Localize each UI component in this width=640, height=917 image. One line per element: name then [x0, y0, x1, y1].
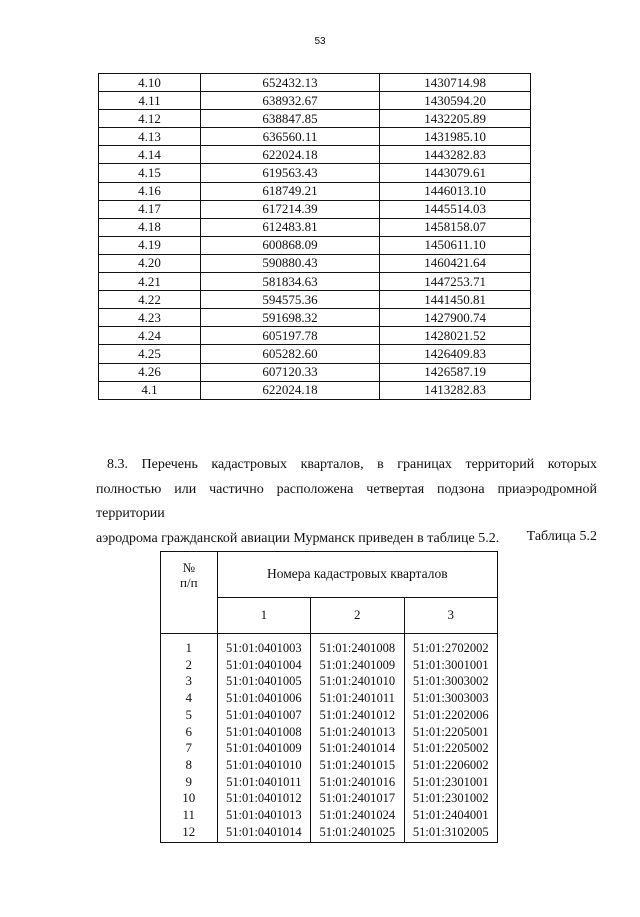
point-number-cell: 4.21	[99, 273, 201, 291]
cadastral-quarter-number: 51:01:2401015	[319, 757, 396, 772]
cadastral-quarter-number: 51:01:3001001	[412, 657, 489, 672]
x-coordinate-cell: 581834.63	[200, 273, 379, 291]
cadastral-quarter-number: 51:01:2401017	[319, 791, 396, 806]
table-row	[99, 273, 531, 291]
cadastral-quarter-number: 51:01:2401009	[319, 657, 396, 672]
row-number: 11	[182, 807, 196, 823]
cadastral-quarter-number: 51:01:2401016	[319, 774, 396, 789]
x-coordinate-cell: 619563.43	[200, 164, 379, 182]
table-row	[99, 74, 531, 92]
x-coordinate-cell: 605197.78	[200, 327, 379, 345]
x-coordinate-cell: 622024.18	[200, 146, 379, 164]
cadastral-quarter-number: 51:01:2401025	[319, 824, 396, 839]
table-row	[99, 128, 531, 146]
point-number-cell: 4.14	[99, 146, 201, 164]
x-coordinate-cell: 607120.33	[200, 363, 379, 381]
cadastral-quarter-number: 51:01:0401013	[225, 808, 302, 823]
cadastral-quarter-number: 51:01:0401008	[225, 724, 302, 739]
point-number-cell: 4.18	[99, 218, 201, 236]
y-coordinate-cell: 1426587.19	[380, 363, 531, 381]
point-number-cell: 4.12	[99, 110, 201, 128]
cadastral-quarter-number: 51:01:3003003	[412, 691, 489, 706]
point-number-cell: 4.20	[99, 254, 201, 272]
y-coordinate-cell: 1443282.83	[380, 146, 531, 164]
row-numbers-cell	[161, 634, 218, 843]
cadastral-quarters-table	[160, 551, 498, 843]
row-number: 8	[185, 756, 193, 772]
x-coordinate-cell: 617214.39	[200, 200, 379, 218]
row-number: 4	[185, 690, 193, 706]
y-coordinate-cell: 1441450.81	[380, 291, 531, 309]
y-coordinate-cell: 1450611.10	[380, 236, 531, 254]
table-row	[99, 327, 531, 345]
x-coordinate-cell: 638932.67	[200, 92, 379, 110]
point-number-cell: 4.11	[99, 92, 201, 110]
paragraph-8-3	[96, 453, 597, 551]
y-coordinate-cell: 1426409.83	[380, 345, 531, 363]
table-row	[99, 254, 531, 272]
x-coordinate-cell: 594575.36	[200, 291, 379, 309]
page-number: 53	[314, 36, 326, 47]
table-row	[99, 291, 531, 309]
coordinates-table-body	[99, 74, 531, 400]
row-number: 12	[182, 823, 196, 839]
table-row	[99, 182, 531, 200]
y-coordinate-cell: 1427900.74	[380, 309, 531, 327]
subheader-col-3: 3	[404, 597, 497, 633]
point-number-cell: 4.15	[99, 164, 201, 182]
y-coordinate-cell: 1445514.03	[380, 200, 531, 218]
point-number-cell: 4.22	[99, 291, 201, 309]
cadastral-quarter-number: 51:01:2301001	[412, 774, 489, 789]
header-number-abbr: п/п	[180, 575, 198, 590]
subheader-col-2: 2	[311, 597, 404, 633]
cadastral-quarter-number: 51:01:2401014	[319, 741, 396, 756]
y-coordinate-cell: 1458158.07	[380, 218, 531, 236]
row-number: 7	[185, 740, 193, 756]
y-coordinate-cell: 1413282.83	[380, 381, 531, 399]
x-coordinate-cell: 612483.81	[200, 218, 379, 236]
table-row	[99, 146, 531, 164]
cadastral-quarter-number: 51:01:0401012	[225, 791, 302, 806]
point-number-cell: 4.10	[99, 74, 201, 92]
point-number-cell: 4.17	[99, 200, 201, 218]
cadastral-quarter-number: 51:01:0401014	[225, 824, 302, 839]
cadastral-quarter-number: 51:01:2702002	[412, 641, 489, 655]
quarters-col-2-cell	[311, 634, 404, 843]
x-coordinate-cell: 636560.11	[200, 128, 379, 146]
coordinates-table	[98, 73, 531, 400]
paragraph-line: аэродрома гражданской авиации Мурманск приведен в таблице 5.2.	[96, 530, 500, 546]
x-coordinate-cell: 618749.21	[200, 182, 379, 200]
x-coordinate-cell: 652432.13	[200, 74, 379, 92]
point-number-cell: 4.26	[99, 363, 201, 381]
cadastral-quarter-number: 51:01:2401008	[319, 641, 396, 655]
table-row	[99, 381, 531, 399]
header-number-symbol: №	[182, 560, 195, 575]
cadastral-quarter-number: 51:01:3003002	[412, 674, 489, 689]
point-number-cell: 4.13	[99, 128, 201, 146]
x-coordinate-cell: 590880.43	[200, 254, 379, 272]
table-row	[99, 200, 531, 218]
table-row	[99, 110, 531, 128]
cadastral-quarter-number: 51:01:0401007	[225, 707, 302, 722]
table-row	[99, 363, 531, 381]
table-row	[99, 236, 531, 254]
cadastral-quarter-number: 51:01:0401011	[226, 774, 302, 789]
point-number-cell: 4.19	[99, 236, 201, 254]
cadastral-quarter-number: 51:01:2404001	[412, 808, 489, 823]
cadastral-quarter-number: 51:01:0401004	[225, 657, 302, 672]
y-coordinate-cell: 1460421.64	[380, 254, 531, 272]
cadastral-quarter-number: 51:01:0401006	[225, 691, 302, 706]
cadastral-quarter-number: 51:01:2401012	[319, 707, 396, 722]
y-coordinate-cell: 1432205.89	[380, 110, 531, 128]
row-number: 3	[185, 673, 193, 689]
x-coordinate-cell: 600868.09	[200, 236, 379, 254]
y-coordinate-cell: 1428021.52	[380, 327, 531, 345]
y-coordinate-cell: 1430714.98	[380, 74, 531, 92]
paragraph-line: полностью или частично расположена четвертая подзона приаэродромной территории	[96, 481, 597, 521]
cadastral-quarter-number: 51:01:2401011	[319, 691, 395, 706]
point-number-cell: 4.23	[99, 309, 201, 327]
table-row	[99, 345, 531, 363]
cadastral-quarter-number: 51:01:0401010	[225, 757, 302, 772]
y-coordinate-cell: 1447253.71	[380, 273, 531, 291]
cadastral-quarter-number: 51:01:0401005	[225, 674, 302, 689]
cadastral-quarter-number: 51:01:2205002	[412, 741, 489, 756]
table-row	[99, 164, 531, 182]
point-number-cell: 4.24	[99, 327, 201, 345]
cadastral-quarter-number: 51:01:2401013	[319, 724, 396, 739]
cadastral-quarter-number: 51:01:2301002	[412, 791, 489, 806]
x-coordinate-cell: 622024.18	[200, 381, 379, 399]
table-row	[99, 218, 531, 236]
quarters-col-3-cell	[404, 634, 497, 843]
row-number: 2	[185, 656, 193, 672]
row-number: 6	[185, 723, 193, 739]
subheader-col-1: 1	[217, 597, 310, 633]
y-coordinate-cell: 1431985.10	[380, 128, 531, 146]
table-row	[161, 634, 498, 843]
cadastral-quarter-number: 51:01:2401010	[319, 674, 396, 689]
cadastral-quarter-number: 51:01:2205001	[412, 724, 489, 739]
x-coordinate-cell: 605282.60	[200, 345, 379, 363]
paragraph-line: 8.3. Перечень кадастровых кварталов, в границах территорий которых	[107, 457, 597, 472]
cadastral-quarter-number: 51:01:0401009	[225, 741, 302, 756]
header-number	[161, 552, 218, 634]
y-coordinate-cell: 1430594.20	[380, 92, 531, 110]
row-number: 5	[185, 706, 193, 722]
row-number: 10	[182, 790, 196, 806]
y-coordinate-cell: 1446013.10	[380, 182, 531, 200]
table-row	[99, 309, 531, 327]
header-quarter-numbers: Номера кадастровых кварталов	[217, 552, 497, 598]
point-number-cell: 4.25	[99, 345, 201, 363]
table-caption: Таблица 5.2	[526, 529, 597, 544]
row-number: 1	[185, 640, 193, 655]
y-coordinate-cell: 1443079.61	[380, 164, 531, 182]
cadastral-quarter-number: 51:01:2206002	[412, 757, 489, 772]
cadastral-quarter-number: 51:01:3102005	[412, 824, 489, 839]
row-number: 9	[185, 773, 193, 789]
point-number-cell: 4.1	[99, 381, 201, 399]
quarters-col-1-cell	[217, 634, 310, 843]
table-row	[99, 92, 531, 110]
cadastral-quarter-number: 51:01:2401024	[319, 808, 396, 823]
point-number-cell: 4.16	[99, 182, 201, 200]
cadastral-quarter-number: 51:01:2202006	[412, 707, 489, 722]
x-coordinate-cell: 638847.85	[200, 110, 379, 128]
cadastral-quarter-number: 51:01:0401003	[225, 641, 302, 655]
x-coordinate-cell: 591698.32	[200, 309, 379, 327]
